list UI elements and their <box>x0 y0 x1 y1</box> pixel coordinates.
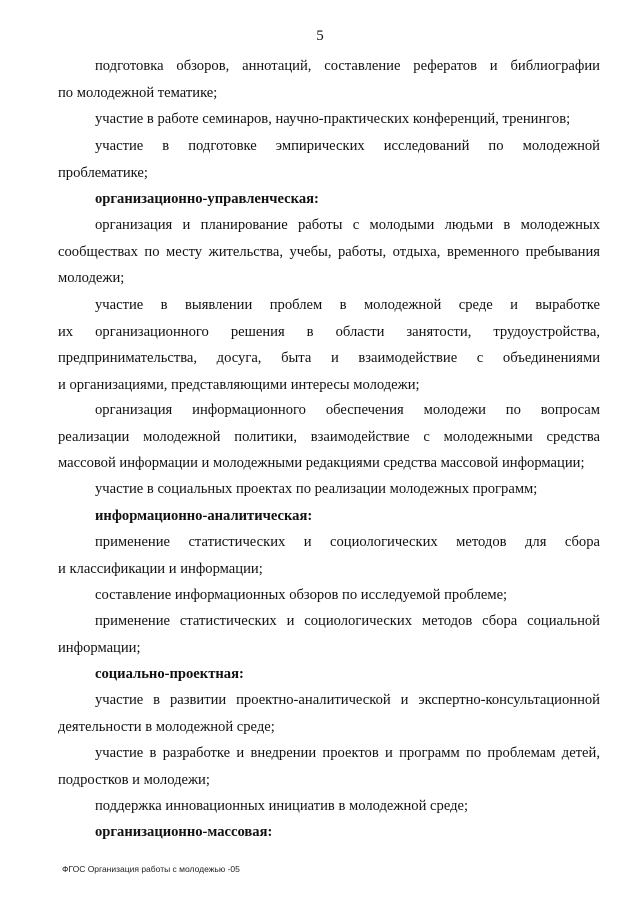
paragraph-line: применение статистических и социологических методов сбора социальной <box>95 613 600 629</box>
paragraph-line: участие в работе семинаров, научно-практических конференций, тренингов; <box>95 111 571 127</box>
paragraph-line: деятельности в молодежной среде; <box>58 718 275 735</box>
paragraph-line: и классификации и информации; <box>58 560 263 577</box>
paragraph-line: подготовка обзоров, аннотаций, составление рефератов и библиографии <box>95 58 600 74</box>
paragraph-seminars <box>58 106 600 133</box>
heading-information-analytical: информационно-аналитическая: <box>95 508 313 524</box>
heading-social-project: социально-проектная: <box>95 666 244 682</box>
paragraph-line: участие в выявлении проблем в молодежной среде и выработке <box>95 297 600 313</box>
document-footer: ФГОС Организация работы с молодежью -05 <box>62 864 240 874</box>
paragraph-information-reviews <box>58 582 600 609</box>
paragraph-line: предпринимательства, досуга, быта и взаимодействие с объединениями <box>58 350 600 366</box>
paragraph-social-projects <box>58 476 600 503</box>
paragraph-line: молодежи; <box>58 270 125 286</box>
paragraph-line: сообществах по месту жительства, учебы, работы, отдыха, временного пребывания <box>58 243 600 260</box>
paragraph-information-support <box>58 397 600 477</box>
paragraph-line: участие в подготовке эмпирических исследований по молодежной <box>95 138 600 154</box>
paragraph-line: массовой информации и молодежными редакциями средства массовой информации; <box>58 455 585 471</box>
paragraph-line: организация и планирование работы с молодыми людьми в молодежных <box>95 217 600 233</box>
paragraph-line: подростков и молодежи; <box>58 771 210 788</box>
paragraph-line: информации; <box>58 639 141 656</box>
paragraph-innovative-initiatives <box>58 793 600 820</box>
paragraph-statistical-methods <box>58 529 600 582</box>
paragraph-line: и организациями, представляющими интересы молодежи; <box>58 376 420 393</box>
paragraph-line: поддержка инновационных инициатив в молодежной среде; <box>95 798 469 814</box>
paragraph-reviews <box>58 53 600 106</box>
paragraph-line: участие в развитии проектно-аналитической и экспертно-консультационной <box>95 692 600 708</box>
paragraph-empirical-research <box>58 133 600 186</box>
paragraph-line: организация информационного обеспечения молодежи по вопросам <box>95 402 600 418</box>
paragraph-planning <box>58 212 600 292</box>
paragraph-expert-consulting <box>58 687 600 740</box>
paragraph-line: составление информационных обзоров по исследуемой проблеме; <box>95 587 508 603</box>
paragraph-line: проблематике; <box>58 164 148 181</box>
page-number: 5 <box>316 28 324 44</box>
paragraph-line: их организационного решения в области занятости, трудоустройства, <box>58 323 600 340</box>
paragraph-line: участие в разработке и внедрении проектов и программ по проблемам детей, <box>95 745 600 761</box>
paragraph-project-development <box>58 740 600 793</box>
paragraph-problem-detection <box>58 292 600 398</box>
heading-organizational-management: организационно-управленческая: <box>95 191 319 207</box>
paragraph-line: участие в социальных проектах по реализации молодежных программ; <box>95 481 538 497</box>
paragraph-line: реализации молодежной политики, взаимодействие с молодежными средства <box>58 428 600 445</box>
heading-organizational-mass: организационно-массовая: <box>95 824 273 840</box>
paragraph-line: применение статистических и социологических методов для сбора <box>95 534 600 550</box>
paragraph-line: по молодежной тематике; <box>58 84 218 101</box>
paragraph-social-data-collection <box>58 608 600 661</box>
